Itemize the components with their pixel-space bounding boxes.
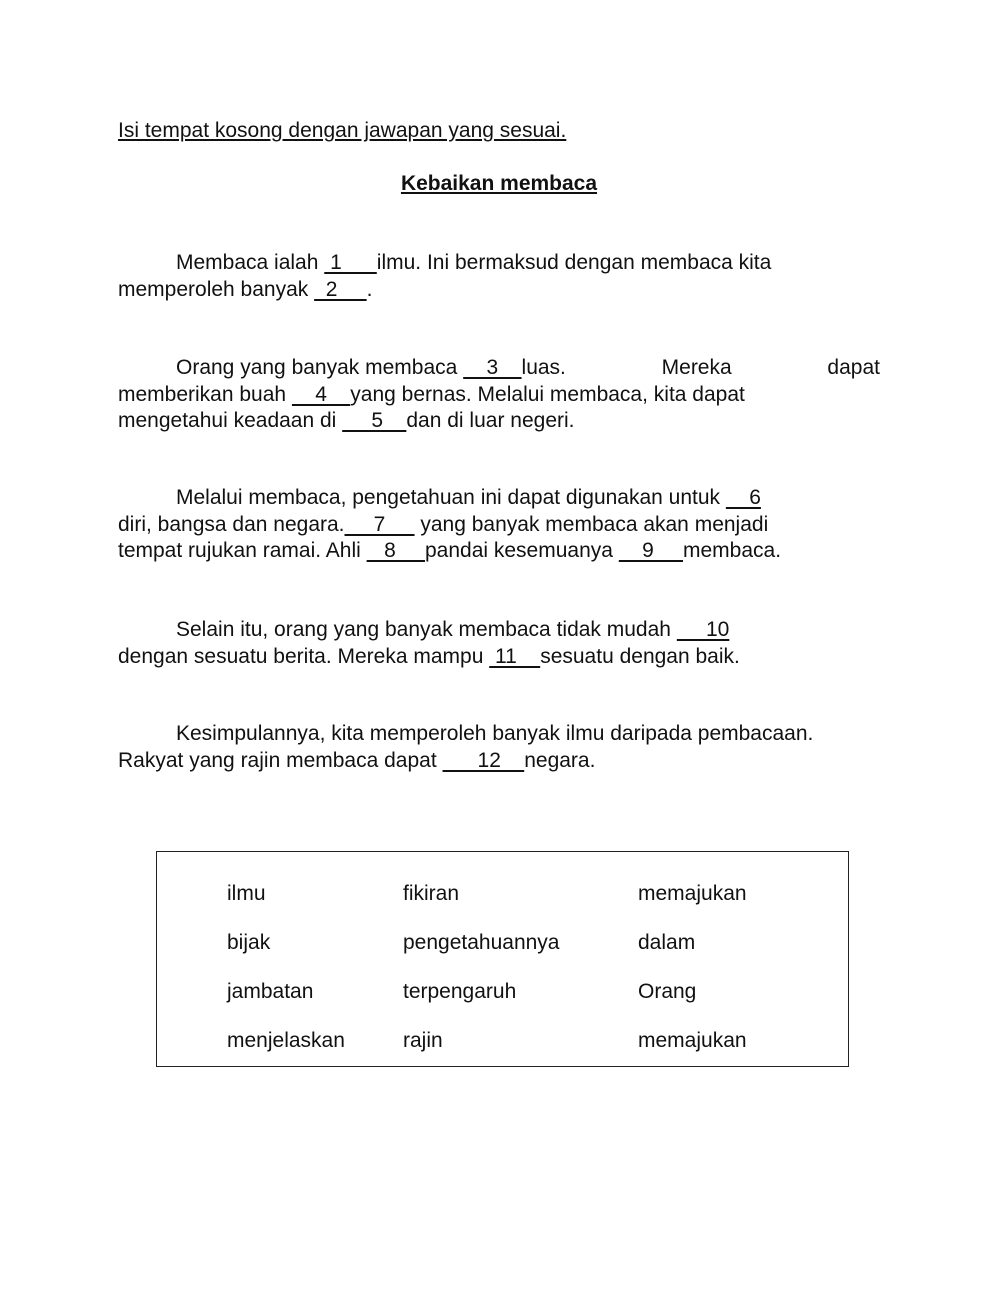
blank-4[interactable]: 4 [291, 382, 351, 406]
paragraph-1-line-1: Membaca ialah 1 ilmu. Ini bermaksud dengan membaca kita [118, 250, 880, 277]
word-bank-item[interactable]: menjelaskan [227, 1029, 345, 1052]
paragraph-2-line-3: mengetahui keadaan di 5 dan di luar negeri. [118, 408, 880, 435]
paragraph-4-line-1: Selain itu, orang yang banyak membaca tidak mudah 10 [118, 617, 880, 644]
word-bank-item[interactable]: Orang [638, 980, 697, 1003]
paragraph-5-line-2: Rakyat yang rajin membaca dapat 12 negara. [118, 748, 880, 775]
paragraph-1 [118, 250, 880, 303]
paragraph-2 [118, 355, 880, 435]
paragraph-3-line-3: tempat rujukan ramai. Ahli 8 pandai kesemuanya 9 membaca. [118, 538, 880, 565]
blank-7[interactable]: 7 [344, 512, 415, 536]
paragraph-5 [118, 721, 880, 774]
word-bank-item[interactable]: memajukan [638, 1029, 747, 1052]
word-bank-item[interactable]: fikiran [403, 882, 460, 905]
paragraph-4 [118, 617, 880, 670]
paragraph-3-line-1: Melalui membaca, pengetahuan ini dapat digunakan untuk 6 [118, 485, 880, 512]
blank-10[interactable]: 10 [676, 618, 730, 641]
word-bank-item[interactable]: dalam [638, 931, 696, 954]
blank-2[interactable]: 2 [314, 277, 367, 301]
paragraph-4-line-2: dengan sesuatu berita. Mereka mampu 11 sesuatu dengan baik. [118, 644, 880, 671]
instruction-text: Isi tempat kosong dengan jawapan yang sesuai. [118, 119, 567, 142]
word-bank-item[interactable]: bijak [227, 931, 271, 954]
blank-3[interactable]: 3 [463, 356, 522, 379]
blank-11[interactable]: 11 [489, 644, 541, 668]
word-bank-item[interactable]: ilmu [227, 882, 266, 905]
word-bank-item[interactable]: rajin [403, 1029, 443, 1052]
paragraph-2-line-2: memberikan buah 4 yang bernas. Melalui membaca, kita dapat [118, 382, 880, 409]
paragraph-2-line-1: Orang yang banyak membaca 3 luas. Mereka dapat [118, 355, 880, 382]
paragraph-3-line-2: diri, bangsa dan negara. 7 yang banyak membaca akan menjadi [118, 512, 880, 539]
word-bank-item[interactable]: terpengaruh [403, 980, 517, 1003]
word-bank-box [156, 851, 849, 1067]
blank-5[interactable]: 5 [342, 409, 407, 432]
blank-12[interactable]: 12 [442, 748, 525, 772]
blank-9[interactable]: 9 [618, 539, 683, 562]
blank-1[interactable]: 1 [324, 251, 377, 274]
word-bank-item[interactable]: pengetahuannya [403, 931, 560, 954]
worksheet-title: Kebaikan membaca [400, 172, 598, 195]
paragraph-1-line-2: memperoleh banyak 2 . [118, 277, 880, 304]
paragraph-5-line-1: Kesimpulannya, kita memperoleh banyak ilmu daripada pembacaan. [176, 722, 814, 745]
blank-6[interactable]: 6 [725, 486, 761, 509]
blank-8[interactable]: 8 [366, 539, 425, 562]
word-bank-item[interactable]: jambatan [227, 980, 314, 1003]
paragraph-3 [118, 485, 880, 565]
word-bank-item[interactable]: memajukan [638, 882, 747, 905]
